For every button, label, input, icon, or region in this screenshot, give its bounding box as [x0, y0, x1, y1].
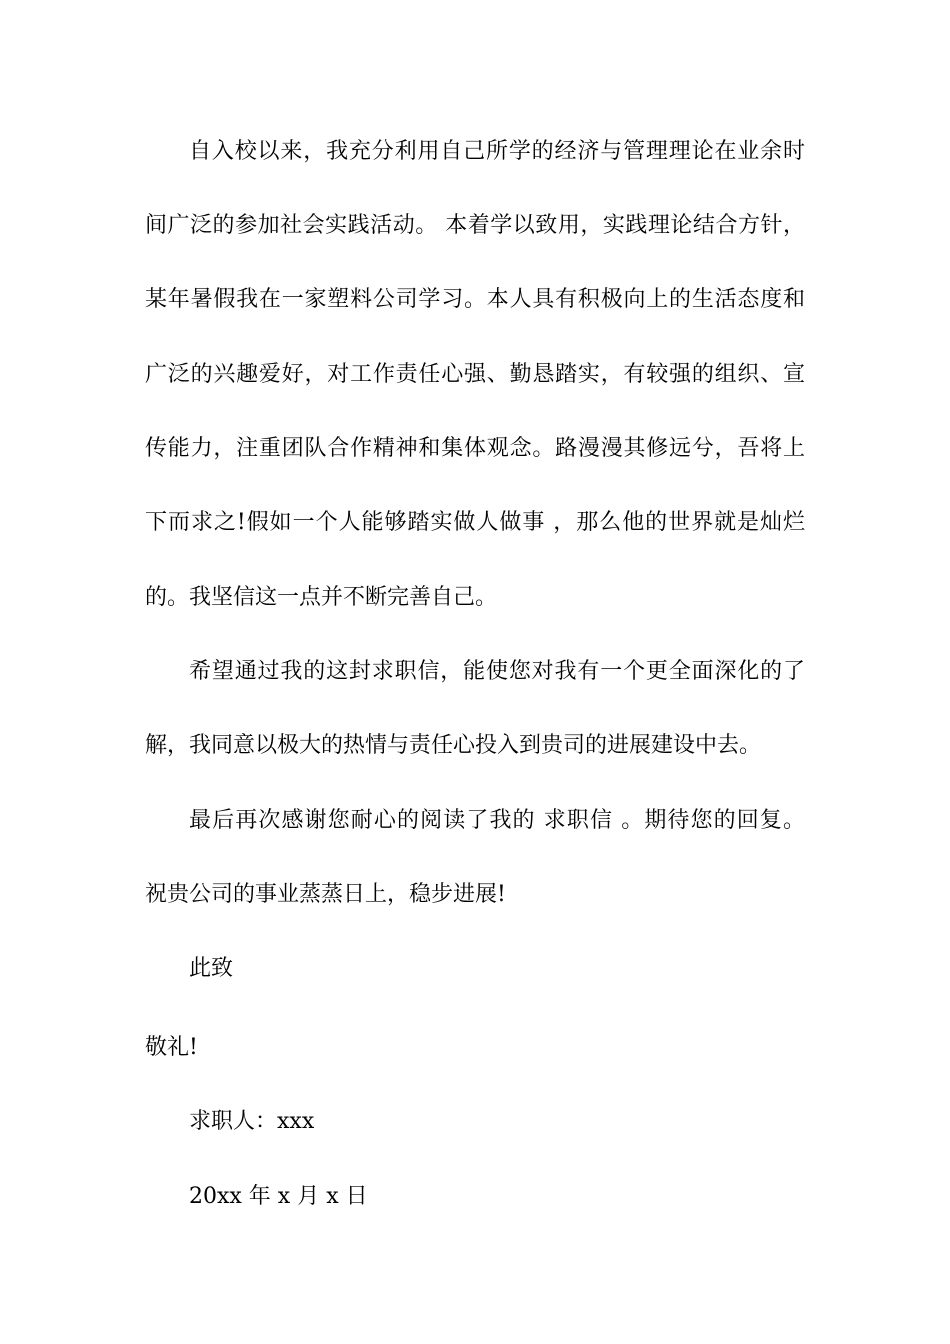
paragraph-1-line-6: 下而求之!假如一个人能够踏实做人做事 ，那么他的世界就是灿烂: [145, 510, 805, 535]
paragraph-1-line-5: 传能力，注重团队合作精神和集体观念。路漫漫其修远兮，吾将上: [145, 436, 805, 461]
signature-applicant: 求职人：xxx: [189, 1109, 315, 1134]
closing-regards: 敬礼!: [145, 1035, 198, 1060]
paragraph-2-line-1: 希望通过我的这封求职信，能使您对我有一个更全面深化的了: [189, 659, 805, 684]
paragraph-1-line-7: 的。我坚信这一点并不断完善自己。: [145, 585, 498, 610]
paragraph-1-line-3: 某年暑假我在一家塑料公司学习。本人具有积极向上的生活态度和: [145, 287, 805, 312]
closing-salutation: 此致: [189, 956, 234, 981]
paragraph-1-line-4: 广泛的兴趣爱好，对工作责任心强、勤恳踏实，有较强的组织、宣: [145, 362, 805, 387]
paragraph-2-line-2: 解，我同意以极大的热情与责任心投入到贵司的进展建设中去。: [145, 733, 762, 758]
signature-date: 20xx 年 x 月 x 日: [189, 1184, 368, 1209]
paragraph-3-line-1: 最后再次感谢您耐心的阅读了我的 求职信 。期待您的回复。: [189, 808, 805, 833]
paragraph-1-line-2: 间广泛的参加社会实践活动。 本着学以致用，实践理论结合方针，: [145, 213, 805, 238]
paragraph-1-line-1: 自入校以来，我充分利用自己所学的经济与管理理论在业余时: [189, 139, 805, 164]
paragraph-3-line-2: 祝贵公司的事业蒸蒸日上，稳步进展!: [145, 882, 506, 907]
